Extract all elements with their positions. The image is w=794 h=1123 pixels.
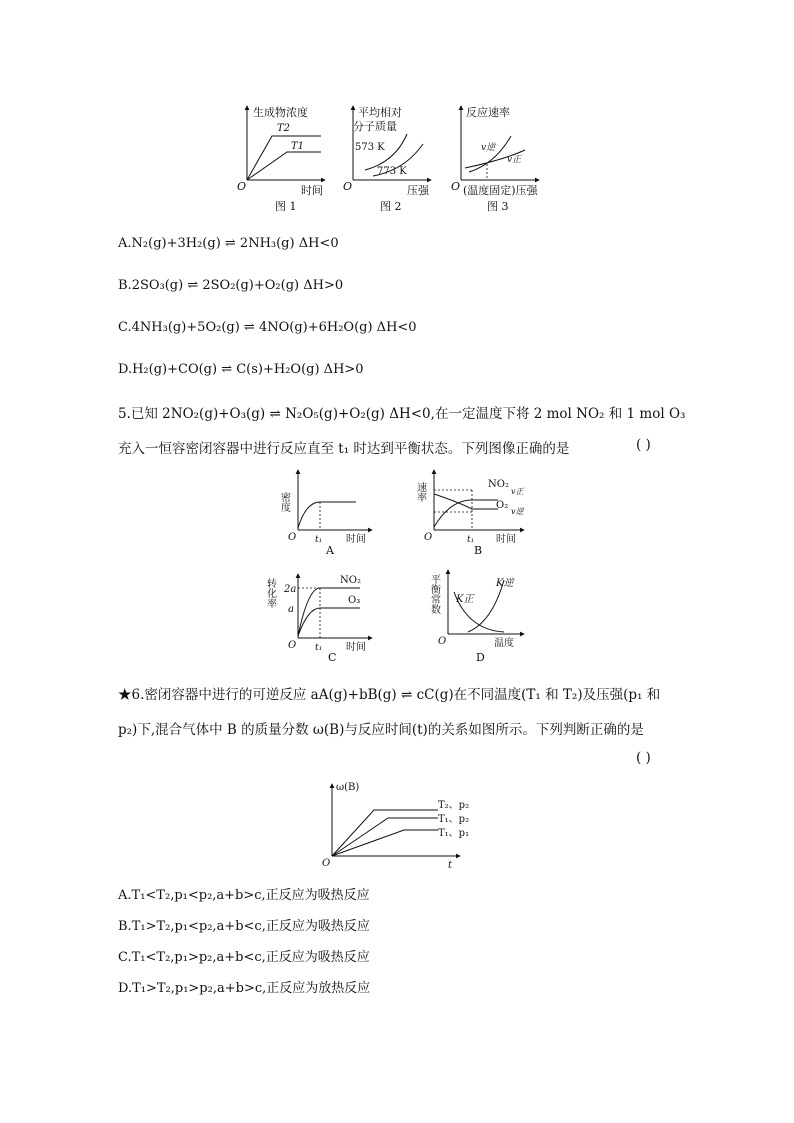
graph-c-ytick-a: a xyxy=(288,604,294,615)
graph-c-series-o3: O₃ xyxy=(348,595,361,606)
fig3-xlabel: (温度固定)压强 xyxy=(463,184,538,197)
q6-graph-curve3: T₁、p₁ xyxy=(438,828,470,839)
graph-a-tick: t₁ xyxy=(315,535,323,545)
q6-option-a: A.T₁<T₂,p₁<p₂,a+b>c,正反应为吸热反应 xyxy=(118,888,370,903)
graph-a-caption: A xyxy=(326,544,334,557)
graph-b-origin: O xyxy=(424,532,433,543)
graph-b-series-vzheng: v正 xyxy=(511,487,524,496)
q6-graph-curve1: T₂、p₂ xyxy=(438,800,470,811)
fig3-curve-vzheng: v正 xyxy=(507,155,522,165)
q6-stem-line1: ★6.密闭容器中进行的可逆反应 aA(g)+bB(g) ⇌ cC(g)在不同温度(T₁ 和 T₂)及压强(p₁ 和 xyxy=(118,687,661,703)
fig2-ylabel-1: 平均相对 xyxy=(358,106,402,119)
graph-a-xlabel: 时间 xyxy=(346,534,366,545)
graph-d-caption: D xyxy=(476,651,485,664)
graph-c-series-no2: NO₂ xyxy=(340,575,361,586)
figure-1 xyxy=(237,105,325,213)
graph-b-xlabel: 时间 xyxy=(496,534,516,545)
q4-option-c: C.4NH₃(g)+5O₂(g) ⇌ 4NO(g)+6H₂O(g) ΔH<0 xyxy=(118,320,417,335)
q5-stem-line1: 5.已知 2NO₂(g)+O₃(g) ⇌ N₂O₅(g)+O₂(g) ΔH<0,在一定温度下将 2 mol NO₂ 和 1 mol O₃ xyxy=(118,406,686,422)
fig2-xlabel: 压强 xyxy=(407,184,429,197)
fig3-caption: 图 3 xyxy=(487,200,509,213)
q5-graph-a xyxy=(279,470,373,557)
graph-b-series-o2: O₂ xyxy=(496,500,509,511)
q5-stem-line2: 充入一恒容密闭容器中进行反应直至 t₁ 时达到平衡状态。下列图像正确的是 xyxy=(118,441,570,457)
q6-graph-curve2: T₁、p₂ xyxy=(438,814,470,825)
q5-answer-paren: ( ) xyxy=(636,437,651,453)
figure-3 xyxy=(451,105,539,213)
fig2-caption: 图 2 xyxy=(380,200,402,213)
graph-a-ylabel: 密度 xyxy=(278,492,290,512)
fig1-curve-t2: T2 xyxy=(277,123,291,134)
graph-b-ylabel: 速率 xyxy=(414,482,426,502)
graph-c-ytick-2a: 2a xyxy=(284,584,297,595)
top-figures xyxy=(225,100,575,218)
fig3-origin: O xyxy=(451,180,461,193)
q4-option-b: B.2SO₃(g) ⇌ 2SO₂(g)+O₂(g) ΔH>0 xyxy=(118,278,344,293)
graph-c-caption: C xyxy=(328,651,337,664)
graph-d-ylabel: 平衡常数 xyxy=(428,574,440,614)
fig2-curve-773: 773 K xyxy=(377,166,407,177)
q5-graph-b xyxy=(415,470,525,557)
q6-option-d: D.T₁>T₂,p₁>p₂,a+b>c,正反应为放热反应 xyxy=(118,981,371,996)
fig3-curve-vni: v逆 xyxy=(481,143,496,153)
q5-graph-c xyxy=(265,574,373,664)
graph-b-caption: B xyxy=(474,544,483,557)
graph-b-series-no2: NO₂ xyxy=(488,479,509,490)
figure-2 xyxy=(343,105,431,213)
fig1-ylabel: 生成物浓度 xyxy=(253,106,308,119)
graph-b-tick: t₁ xyxy=(467,535,475,545)
graph-d-series-kzheng: K正 xyxy=(456,594,474,605)
graph-a-origin: O xyxy=(288,532,297,543)
q6-answer-paren: ( ) xyxy=(636,750,651,766)
q6-graph-xlabel: t xyxy=(448,860,453,871)
q6-graph-ylabel: ω(B) xyxy=(336,782,360,793)
graph-b-series-vni: v逆 xyxy=(511,507,524,516)
graph-d-series-kni: K逆 xyxy=(496,578,514,589)
q4-option-a: A.N₂(g)+3H₂(g) ⇌ 2NH₃(g) ΔH<0 xyxy=(118,236,339,251)
fig2-origin: O xyxy=(343,180,353,193)
q6-stem-line2: p₂)下,混合气体中 B 的质量分数 ω(B)与反应时间(t)的关系如图所示。下列判断正确的是 xyxy=(118,722,644,738)
q5-graphs xyxy=(264,462,538,666)
q6-graph-origin: O xyxy=(322,858,331,869)
graph-c-tick: t₁ xyxy=(315,643,323,653)
graph-d-xlabel: 温度 xyxy=(494,638,514,649)
fig1-caption: 图 1 xyxy=(275,200,297,213)
q5-graph-d xyxy=(429,570,525,664)
fig3-ylabel: 反应速率 xyxy=(466,106,510,119)
fig1-xlabel: 时间 xyxy=(301,184,323,197)
q6-option-b: B.T₁>T₂,p₁<p₂,a+b<c,正反应为吸热反应 xyxy=(118,919,370,934)
fig1-origin: O xyxy=(237,180,247,193)
graph-c-xlabel: 时间 xyxy=(346,642,366,653)
q4-option-d: D.H₂(g)+CO(g) ⇌ C(s)+H₂O(g) ΔH>0 xyxy=(118,362,364,377)
graph-d-origin: O xyxy=(438,636,447,647)
fig2-ylabel-2: 分子质量 xyxy=(353,120,397,133)
graph-c-ylabel: 转化率 xyxy=(264,578,276,608)
fig1-curve-t1: T1 xyxy=(291,141,305,152)
graph-c-origin: O xyxy=(288,640,297,651)
q6-option-c: C.T₁<T₂,p₁>p₂,a+b<c,正反应为吸热反应 xyxy=(118,950,370,965)
fig2-curve-573: 573 K xyxy=(355,142,385,153)
q6-graph xyxy=(318,778,468,870)
